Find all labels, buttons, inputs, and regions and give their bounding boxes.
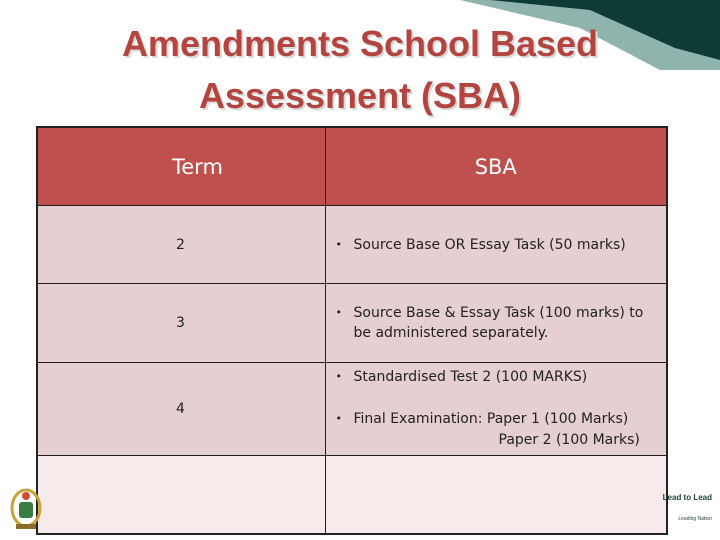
- header-sba: SBA: [325, 127, 667, 206]
- table-row: [37, 206, 667, 284]
- empty-cell: [325, 456, 667, 534]
- sba-table: [36, 126, 668, 535]
- slide-title: [60, 18, 660, 122]
- bullet-icon: •: [335, 370, 342, 383]
- sba-cell: [325, 206, 667, 284]
- term-cell: 3: [37, 284, 325, 363]
- footer-subtext: Leading Nation: [678, 516, 712, 522]
- footer-tagline: Lead to Lead: [662, 493, 712, 502]
- table-header-row: [37, 127, 667, 206]
- title-line-2: Assessment (SBA): [198, 75, 522, 116]
- term-cell: 4: [37, 363, 325, 456]
- table-row: [37, 284, 667, 363]
- term-cell: 2: [37, 206, 325, 284]
- sba-item: • Standardised Test 2 (100 MARKS): [335, 369, 588, 385]
- sba-item: • Final Examination: Paper 1 (100 Marks): [335, 411, 629, 427]
- sba-cell: [325, 284, 667, 363]
- bullet-icon: •: [335, 412, 342, 425]
- sba-item-continuation: Paper 2 (100 Marks): [498, 432, 640, 448]
- sba-item: • Source Base & Essay Task (100 marks) to be administered separately.: [335, 305, 644, 341]
- empty-cell: [37, 456, 325, 534]
- header-term: Term: [37, 127, 325, 206]
- table-row: [37, 363, 667, 456]
- coat-of-arms-logo: [6, 486, 46, 534]
- sba-cell: [325, 363, 667, 456]
- bullet-icon: •: [335, 237, 342, 251]
- bullet-icon: •: [335, 306, 342, 319]
- table-row-empty: [37, 456, 667, 534]
- title-line-1: Amendments School Based: [121, 23, 599, 64]
- sba-item: • Source Base OR Essay Task (50 marks): [335, 236, 626, 253]
- footer-branding: [663, 493, 712, 522]
